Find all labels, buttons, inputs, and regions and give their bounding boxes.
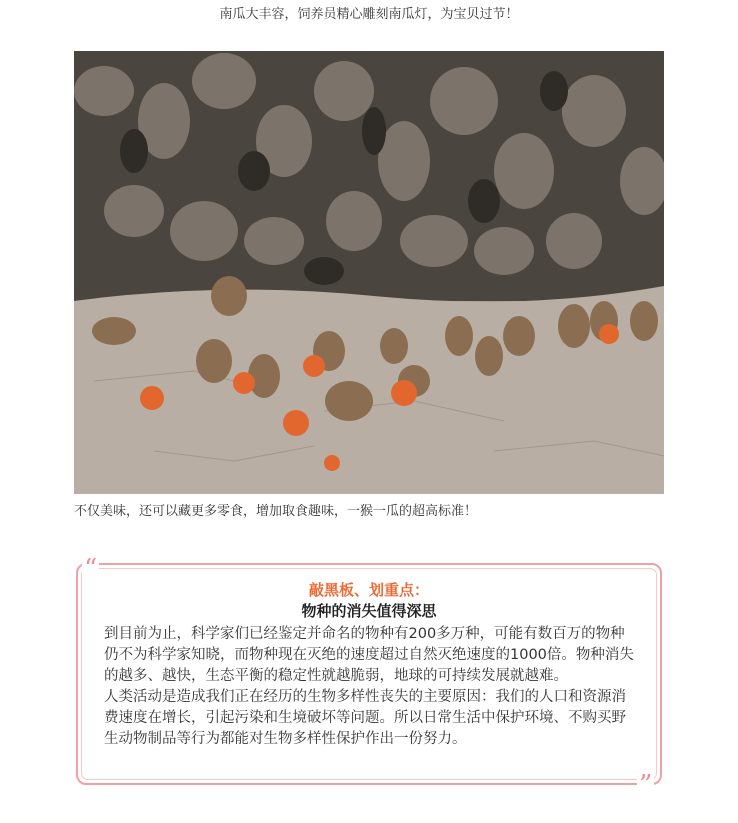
- card-heading: 敲黑板、划重点：: [308, 581, 429, 599]
- close-quote-icon: ”: [639, 770, 653, 800]
- bottom-caption: 不仅美味，还可以藏更多零食，增加取食趣味，一猴一瓜的超高标准！: [74, 504, 478, 519]
- open-quote-icon: “: [84, 554, 98, 584]
- card-subheading: 物种的消失值得深思: [301, 602, 437, 620]
- photo-illustration: [74, 51, 664, 494]
- monkey-pumpkin-photo: [74, 51, 664, 494]
- top-caption: 南瓜大丰容，饲养员精心雕刻南瓜灯，为宝贝过节！: [219, 7, 519, 22]
- card-paragraph-1: 到目前为止，科学家们已经鉴定并命名的物种有200多万种，可能有数百万的物种仍不为科学家知晓，而物种现在灭绝的速度超过自然灭绝速度的1000倍。物种消失的越多、越快，生态平衡的稳定性就越脆弱，地球的可持续发展就越难。: [104, 626, 634, 684]
- card-body: [104, 624, 636, 750]
- card-paragraph-2: 人类活动是造成我们正在经历的生物多样性丧失的主要原因：我们的人口和资源消费速度在增长，引起污染和生境破坏等问题。所以日常生活中保护环境、不购买野生动物制品等行为都能对生物多样性保护作出一份努力。: [104, 689, 626, 747]
